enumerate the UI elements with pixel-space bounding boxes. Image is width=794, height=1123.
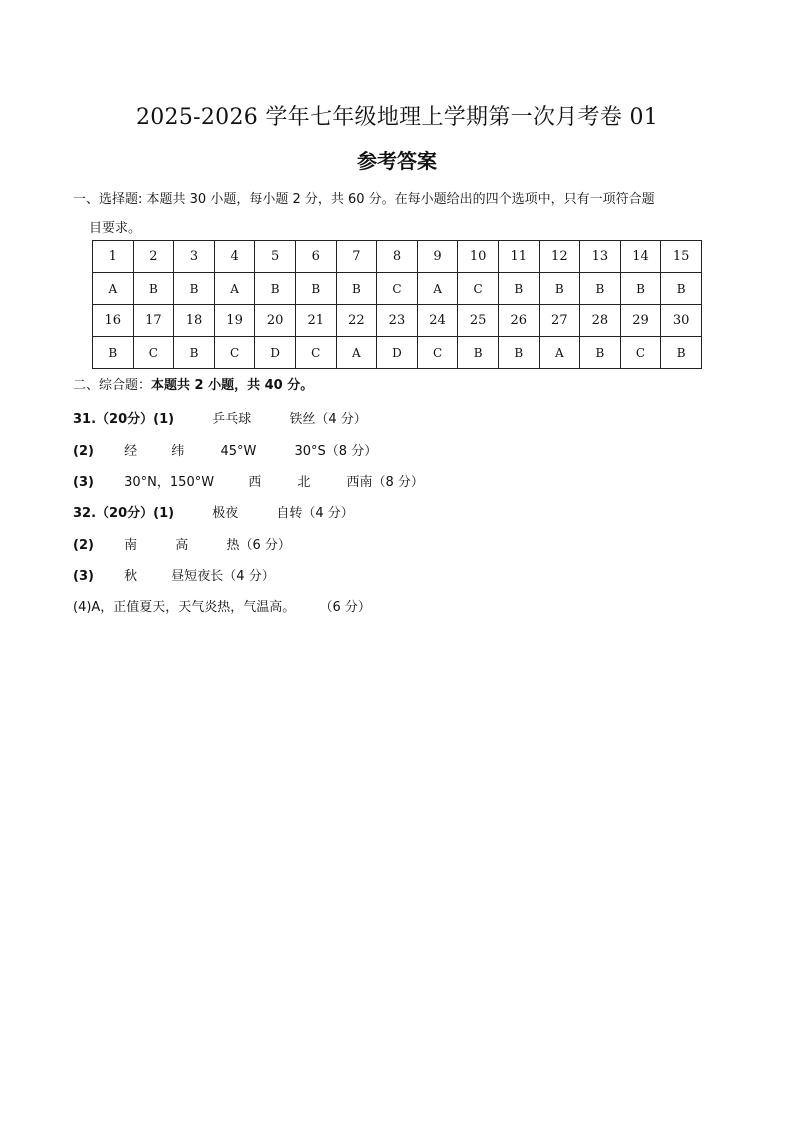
answer-cell: B xyxy=(93,337,134,369)
question-number-cell: 3 xyxy=(174,241,215,273)
answer-cell: C xyxy=(417,337,458,369)
q32-part3 xyxy=(73,565,275,584)
q32-p1-item2: 自转（4 分） xyxy=(276,506,354,521)
q32-p1-item1: 极夜 xyxy=(212,506,239,521)
q32-p2-item3: 热（6 分） xyxy=(226,538,291,553)
answer-cell: C xyxy=(295,337,336,369)
question-number-cell: 5 xyxy=(255,241,296,273)
question-number-cell: 17 xyxy=(133,305,174,337)
question-number-cell: 7 xyxy=(336,241,377,273)
q32-p4-score: （6 分） xyxy=(319,600,371,615)
section2-rest: 本题共 2 小题，共 40 分。 xyxy=(151,378,314,393)
question-number-cell: 27 xyxy=(539,305,580,337)
q32-label: 32.（20分） xyxy=(73,506,154,521)
question-number-cell: 10 xyxy=(458,241,499,273)
question-number-cell: 2 xyxy=(133,241,174,273)
section1-line2: 目要求。 xyxy=(89,221,142,236)
page-title: 2025-2026 学年七年级地理上学期第一次月考卷 01 xyxy=(135,105,659,130)
section2-prefix: 二、综合题： xyxy=(73,378,152,393)
answer-cell: B xyxy=(458,337,499,369)
answer-cell: C xyxy=(458,273,499,305)
question-number-cell: 13 xyxy=(580,241,621,273)
answer-cell: A xyxy=(417,273,458,305)
q31-p2-item1: 经 xyxy=(124,444,138,459)
answer-cell: B xyxy=(539,273,580,305)
question-number-cell: 16 xyxy=(93,305,134,337)
answer-cell: A xyxy=(336,337,377,369)
question-number-cell: 22 xyxy=(336,305,377,337)
answer-cell: B xyxy=(620,273,661,305)
question-number-cell: 9 xyxy=(417,241,458,273)
page-subtitle: 参考答案 xyxy=(357,149,437,173)
q31-part3 xyxy=(73,471,424,490)
question-number-cell: 24 xyxy=(417,305,458,337)
q32-part1 xyxy=(73,502,354,521)
q31-part1 xyxy=(73,408,367,427)
q31-p1-item1: 乒乓球 xyxy=(212,412,252,427)
q31-p2-item2: 纬 xyxy=(171,444,185,459)
answer-cell: B xyxy=(580,337,621,369)
section1-line1: 一、选择题: 本题共 30 小题，每小题 2 分，共 60 分。在每小题给出的四个选项中，只有一项符合题 xyxy=(73,192,655,207)
q31-label: 31.（20分） xyxy=(73,412,154,427)
answer-cell: C xyxy=(620,337,661,369)
answer-cell: B xyxy=(295,273,336,305)
answer-cell: A xyxy=(214,273,255,305)
answer-table-row xyxy=(93,273,702,305)
q32-p2-item2: 高 xyxy=(175,538,189,553)
q31-p3-item2: 西 xyxy=(248,475,262,490)
question-number-cell: 23 xyxy=(377,305,418,337)
question-number-cell: 29 xyxy=(620,305,661,337)
answer-cell: C xyxy=(377,273,418,305)
q31-p2-label: (2) xyxy=(73,444,94,459)
question-number-cell: 21 xyxy=(295,305,336,337)
q32-part4 xyxy=(73,596,371,615)
answer-cell: B xyxy=(498,337,539,369)
question-number-cell: 25 xyxy=(458,305,499,337)
q31-p3-label: (3) xyxy=(73,475,94,490)
answer-cell: B xyxy=(580,273,621,305)
q32-p2-item1: 南 xyxy=(124,538,138,553)
answer-cell: A xyxy=(539,337,580,369)
answer-cell: D xyxy=(377,337,418,369)
section-comprehensive-heading xyxy=(73,374,313,393)
question-number-cell: 4 xyxy=(214,241,255,273)
answer-cell: B xyxy=(133,273,174,305)
q32-part2 xyxy=(73,534,291,553)
answer-cell: C xyxy=(133,337,174,369)
question-number-cell: 6 xyxy=(295,241,336,273)
answer-cell: D xyxy=(255,337,296,369)
question-number-cell: 18 xyxy=(174,305,215,337)
answer-cell: B xyxy=(174,273,215,305)
q32-p3-item1: 秋 xyxy=(124,569,138,584)
answer-cell: A xyxy=(93,273,134,305)
q32-p2-label: (2) xyxy=(73,538,94,553)
answer-table-row xyxy=(93,305,702,337)
question-number-cell: 15 xyxy=(661,241,702,273)
q32-p3-label: (3) xyxy=(73,569,94,584)
question-number-cell: 11 xyxy=(498,241,539,273)
answer-cell: B xyxy=(336,273,377,305)
question-number-cell: 12 xyxy=(539,241,580,273)
answer-table-row xyxy=(93,337,702,369)
q31-p3-item4: 西南（8 分） xyxy=(346,475,424,490)
q31-p2-item3: 45°W xyxy=(220,444,257,459)
answer-cell: B xyxy=(498,273,539,305)
q32-p1-label: (1) xyxy=(153,506,175,521)
answer-cell: C xyxy=(214,337,255,369)
answer-table xyxy=(92,240,702,369)
q31-p1-label: (1) xyxy=(153,412,175,427)
q31-p2-item4: 30°S（8 分） xyxy=(294,444,378,459)
question-number-cell: 26 xyxy=(498,305,539,337)
question-number-cell: 28 xyxy=(580,305,621,337)
section-multiple-choice-heading xyxy=(73,185,728,243)
q31-part2 xyxy=(73,440,377,459)
question-number-cell: 20 xyxy=(255,305,296,337)
question-number-cell: 30 xyxy=(661,305,702,337)
question-number-cell: 19 xyxy=(214,305,255,337)
answer-cell: B xyxy=(255,273,296,305)
answer-cell: B xyxy=(174,337,215,369)
question-number-cell: 1 xyxy=(93,241,134,273)
q32-p4-text: (4)A，正值夏天，天气炎热，气温高。 xyxy=(73,600,296,615)
q31-p3-item1: 30°N，150°W xyxy=(124,475,215,490)
question-number-cell: 8 xyxy=(377,241,418,273)
answer-table-row xyxy=(93,241,702,273)
q32-p3-item2: 昼短夜长（4 分） xyxy=(171,569,275,584)
answer-cell: B xyxy=(661,273,702,305)
q31-p1-item2: 铁丝（4 分） xyxy=(289,412,367,427)
answer-cell: B xyxy=(661,337,702,369)
question-number-cell: 14 xyxy=(620,241,661,273)
q31-p3-item3: 北 xyxy=(297,475,311,490)
